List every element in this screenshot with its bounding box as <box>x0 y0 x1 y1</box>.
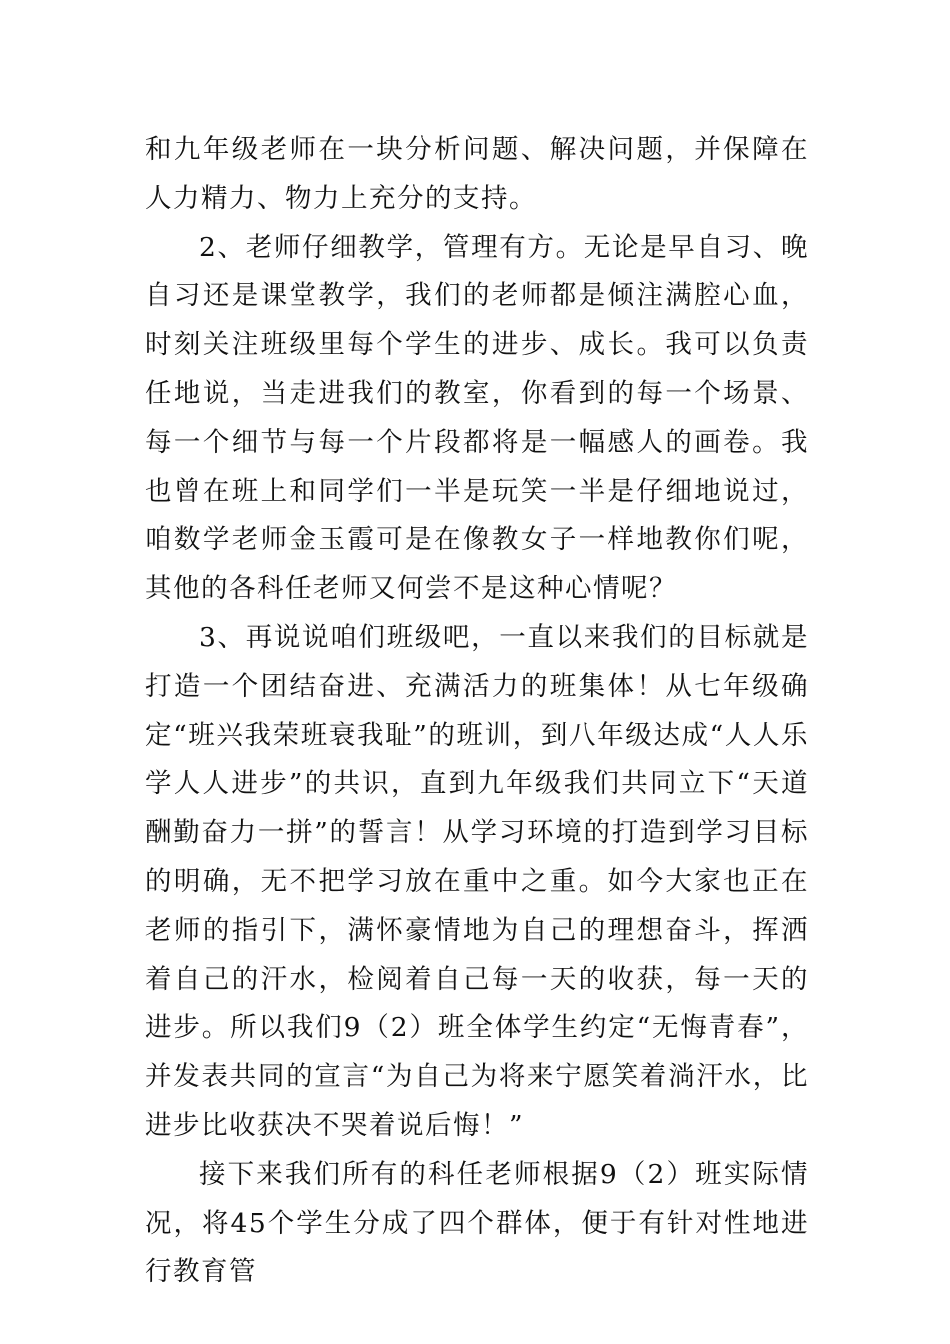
paragraph-item-3: 3、再说说咱们班级吧，一直以来我们的目标就是打造一个团结奋进、充满活力的班集体！从七年级确定“班兴我荣班衰我耻”的班训，到八年级达成“人人乐学人人进步”的共识，直到九年级我们共同立下“天道酬勤奋力一拼”的誓言！从学习环境的打造到学习目标的明确，无不把学习放在重中之重。如今大家也正在老师的指引下，满怀豪情地为自己的理想奋斗，挥洒着自己的汗水，检阅着自己每一天的收获，每一天的进步。所以我们9（2）班全体学生约定“无悔青春”，并发表共同的宣言“为自己为将来宁愿笑着淌汗水，比进步比收获决不哭着说后悔！” <box>145 621 809 1141</box>
paragraph-continuation: 和九年级老师在一块分析问题、解决问题，并保障在人力精力、物力上充分的支持。 <box>145 134 809 214</box>
paragraph-item-2: 2、老师仔细教学，管理有方。无论是早自习、晚自习还是课堂教学，我们的老师都是倾注满腔心血，时刻关注班级里每个学生的进步、成长。我可以负责任地说，当走进我们的教室，你看到的每一个场景、每一个细节与每一个片段都将是一幅感人的画卷。我也曾在班上和同学们一半是玩笑一半是仔细地说过，咱数学老师金玉霞可是在像教女子一样地教你们呢，其他的各科任老师又何尝不是这种心情呢？ <box>145 231 809 605</box>
document-body <box>145 126 809 1297</box>
paragraph-next-steps: 接下来我们所有的科任老师根据9（2）班实际情况，将45个学生分成了四个群体，便于有针对性地进行教育管 <box>145 1158 809 1288</box>
